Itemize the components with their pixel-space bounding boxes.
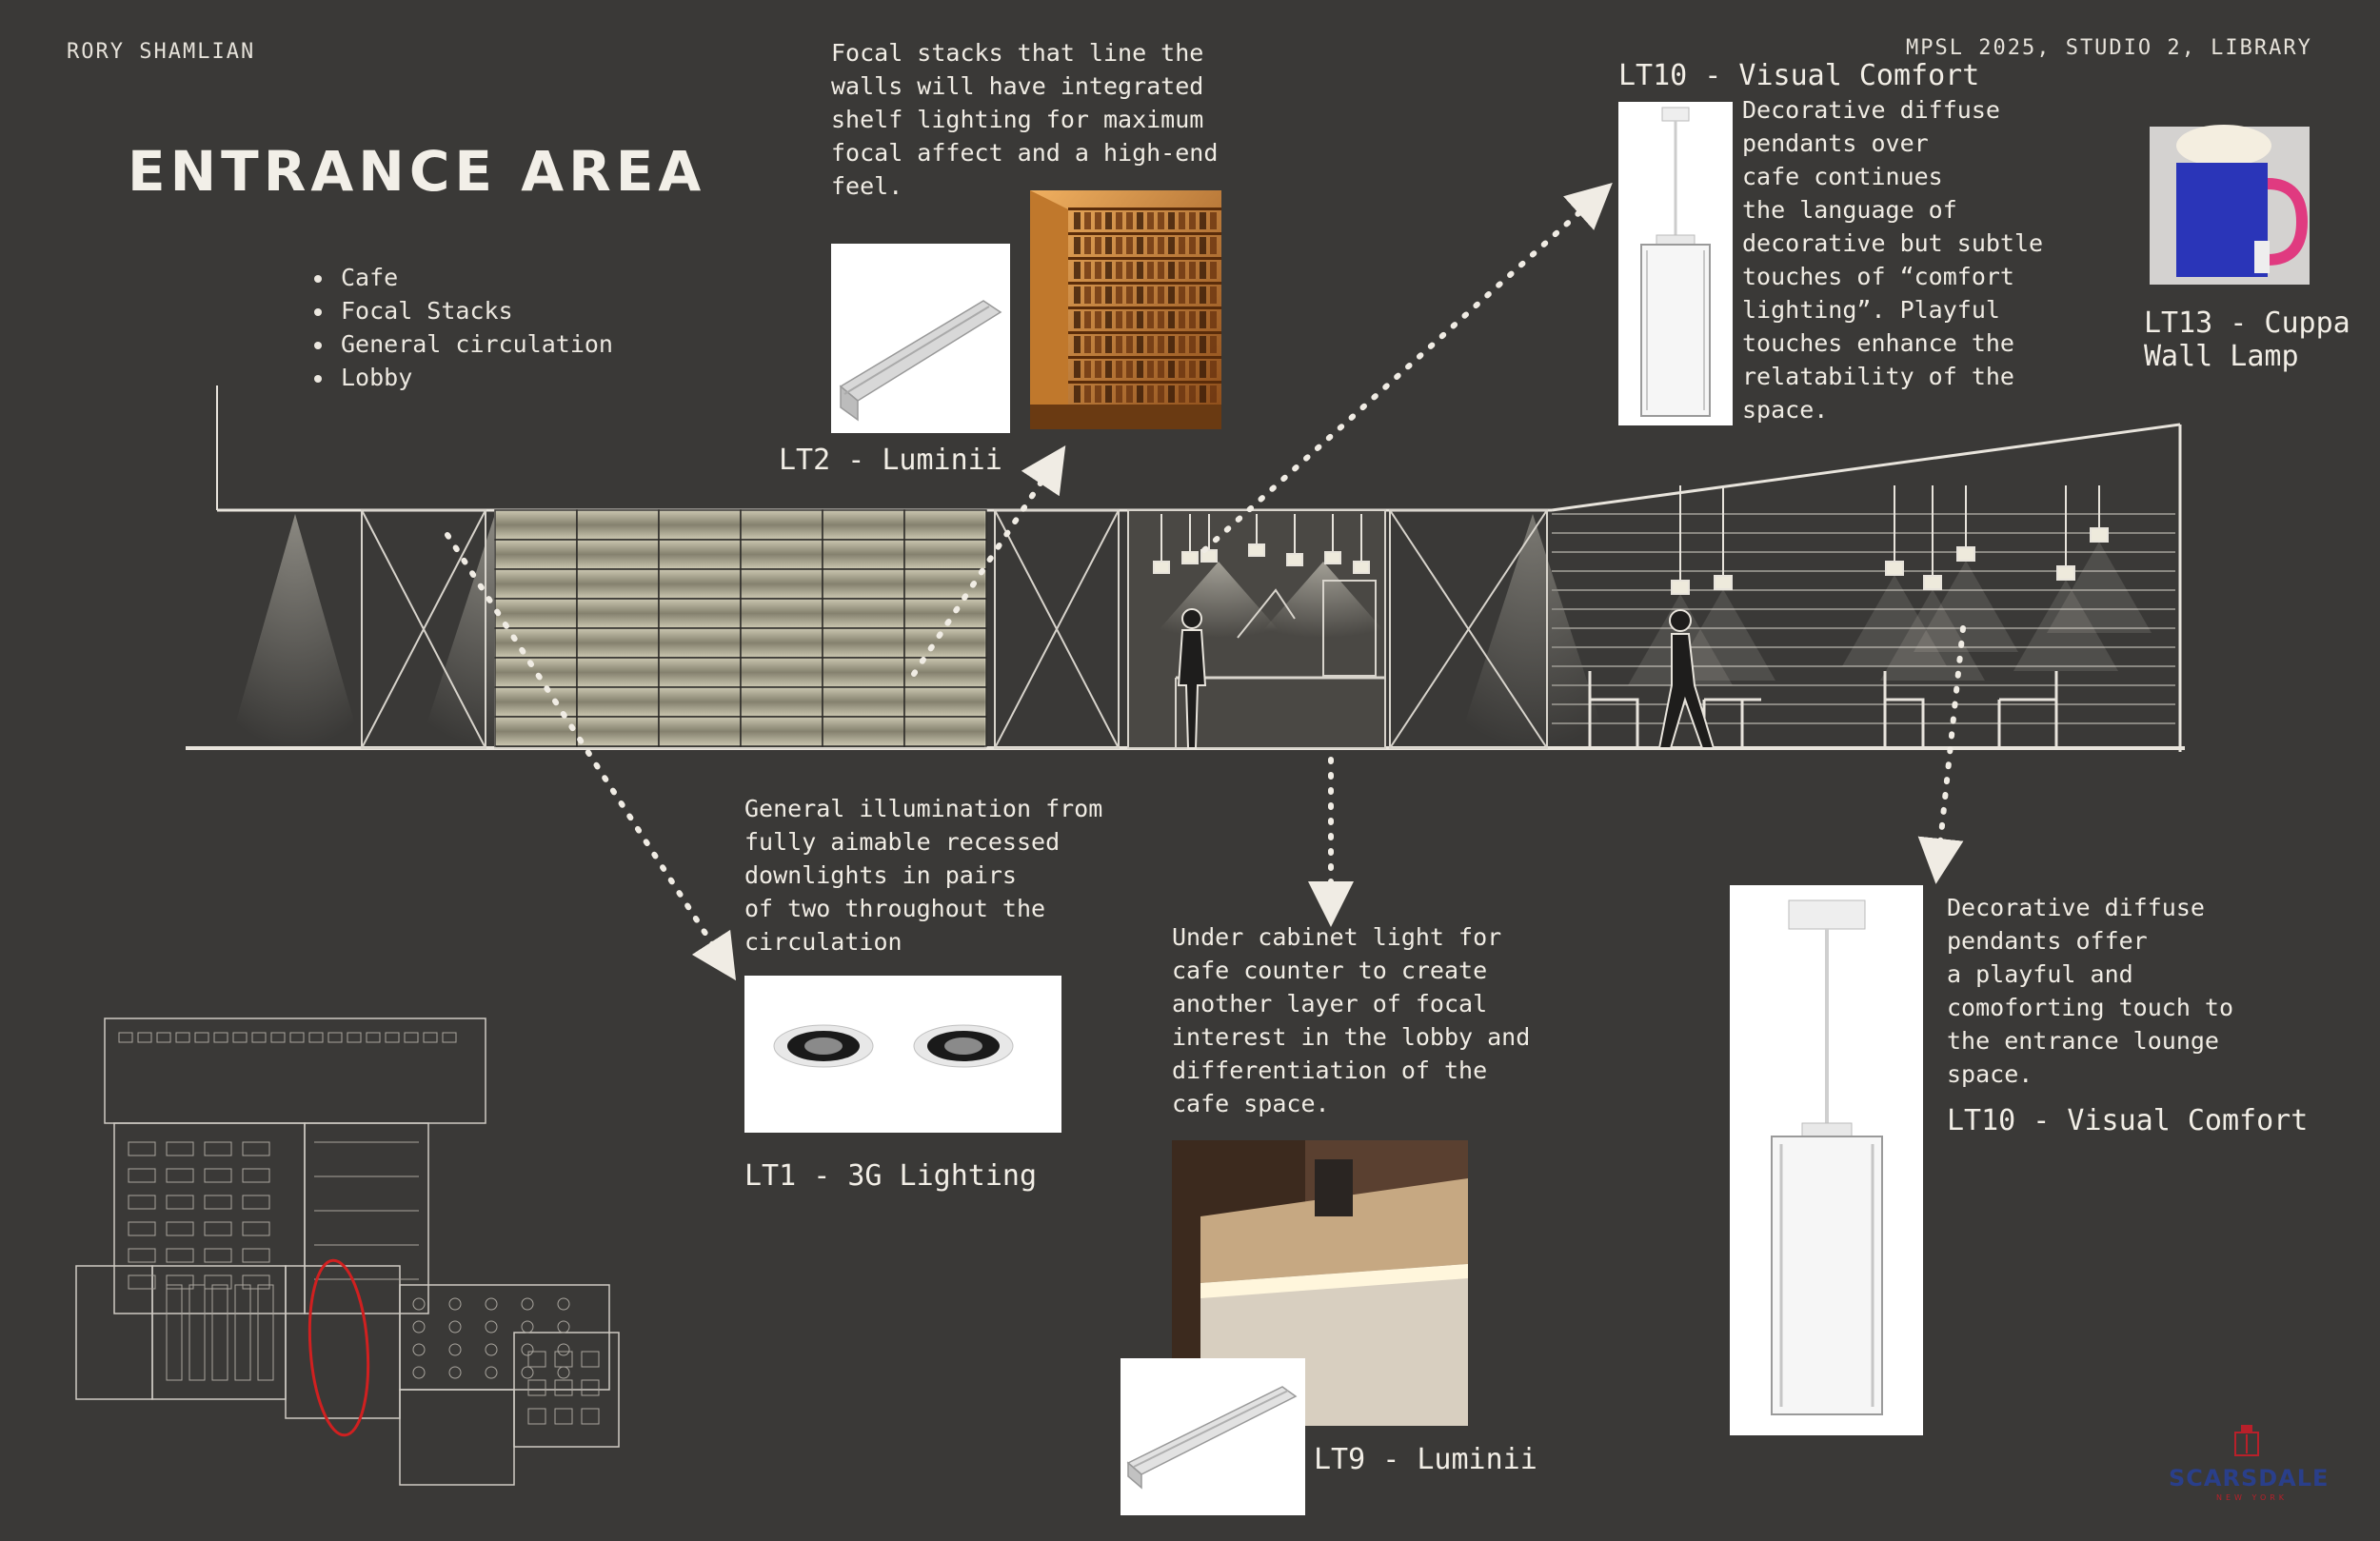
- logo-wordmark: SCARSDALE: [2169, 1465, 2330, 1492]
- lt2-label: LT2 - Luminii: [779, 444, 1002, 477]
- under-cabinet-text: Under cabinet light for cafe counter to create another layer of focal interest in the lobby and differentiation of the cafe space.: [1172, 923, 1531, 1117]
- list-item: • Cafe: [335, 261, 613, 294]
- focal-stacks-text: Focal stacks that line the walls will have integrated shelf lighting for maximum focal affect and a high-end feel.: [831, 39, 1219, 200]
- page-title: ENTRANCE AREA: [128, 139, 706, 204]
- lt1-label: LT1 - 3G Lighting: [744, 1159, 1038, 1193]
- floor-plan: [76, 999, 638, 1494]
- lt1-downlight-image: [744, 976, 1061, 1133]
- lt10-bottom-label: LT10 - Visual Comfort: [1947, 1104, 2309, 1137]
- plan-highlight-ellipse: [305, 1258, 374, 1437]
- lt10-pendant-image-bottom: [1730, 885, 1923, 1435]
- lt9-label: LT9 - Luminii: [1314, 1443, 1537, 1476]
- list-item: • Focal Stacks: [335, 294, 613, 327]
- logo-subtitle: NEW YORK: [2216, 1493, 2289, 1502]
- lt10-top-label: LT10 - Visual Comfort: [1618, 59, 1980, 92]
- general-illumination-text: General illumination from fully aimable recessed downlights in pairs of two throughout the circulation: [744, 795, 1103, 956]
- list-item: • Lobby: [335, 361, 613, 394]
- lounge-pendants-text: Decorative diffuse pendants offer a playful and comoforting touch to the entrance lounge space.: [1947, 894, 2234, 1088]
- author-name: RORY SHAMLIAN: [67, 40, 256, 64]
- course-label: MPSL 2025, STUDIO 2, LIBRARY: [1906, 36, 2312, 60]
- scarsdale-logo: [2161, 1423, 2342, 1509]
- lt13-label: LT13 - Cuppa Wall Lamp: [2144, 306, 2350, 373]
- list-item: • General circulation: [335, 327, 613, 361]
- cafe-pendants-text: Decorative diffuse pendants over cafe continues the language of decorative but subtle touches of “comfort lighting”. Playful touches enhance the relatability of the space.: [1742, 96, 2044, 424]
- lt9-extrusion-image: [1121, 1358, 1305, 1515]
